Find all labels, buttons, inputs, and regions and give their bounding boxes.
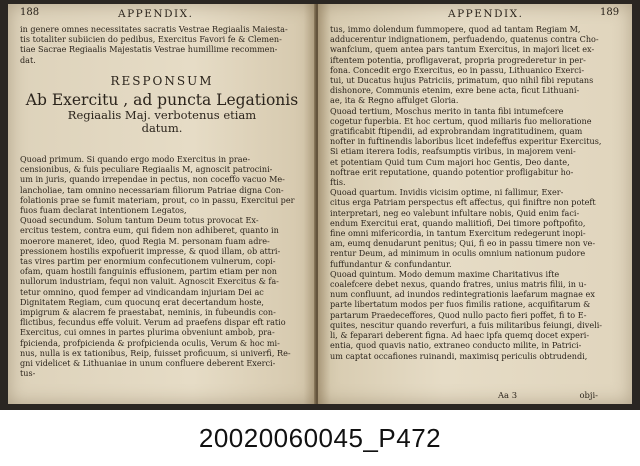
text-line: tas vires partim per enormium confecutionem vulnerum, copi-	[20, 256, 276, 267]
text-line: nofter in fuftinendis laboribus licet indefeffus experitur Exercitus,	[330, 136, 602, 147]
text-line: ofam, quam hostili fanguinis effusionem, partim etiam per non	[20, 266, 277, 277]
text-line: Dignitatem Regiam, cum quocunq erat decertandum hoste,	[20, 296, 264, 307]
text-line: cogetur fuperbia. Et hoc certum, quod miliaris fuo melioratione	[330, 115, 592, 126]
image-caption: 20020060045_P472	[0, 410, 640, 466]
text-line: tetur omnino, quod femper ad vindicandam injuriam Dei ac	[20, 286, 264, 297]
text-line: Quoad primum. Si quando ergo modo Exercitus in prae-	[20, 154, 251, 164]
text-line: noftrae erit reputatione, quando potentior profligabitur ho-	[330, 166, 574, 177]
text-line: tiae Sacrae Regiaalis Majestatis Vestrae humillime recommen-	[20, 44, 278, 55]
text-line: ercitus testem, contra eum, qui fidem non adhiberet, quanto in	[20, 225, 279, 236]
text-line: adducerentur indignationem, perfuadendo, quatenus contra Cho-	[330, 34, 599, 45]
text-line: parte libertatum modos per fuos fimilis ratione, acquifitarum &	[330, 299, 591, 310]
title-line-3: datum.	[141, 121, 183, 135]
left-page-number: 188	[20, 7, 40, 18]
text-line: fuos fuam declarat intentionem Legatos,	[20, 205, 187, 216]
text-line: pressionem hostilis expofuerit impresse, & quod illam, ob attri-	[20, 245, 281, 256]
text-line: nullorum industriam, fequi non valuit. Agnoscit Exercitus & fa-	[20, 276, 279, 287]
text-line: tus-	[20, 368, 36, 379]
text-line: ae, ita & Regno affulget Gloria.	[330, 95, 459, 106]
text-line: partarum Praedeceffores, Quod nullo pacto fieri poffet, fi to E-	[330, 309, 587, 320]
text-line: fona. Concedit ergo Exercitus, eo in passu, Lithuanico Exerci-	[330, 64, 585, 75]
text-line: citus erga Patriam perspectus eft affectus, qui finiftre non poteft	[330, 197, 596, 208]
text-line: iftentem potentia, profligaverat, propria progrederetur in per-	[330, 54, 586, 65]
signature-mark: Aa 3	[498, 390, 518, 400]
text-line: Quoad tertium, Moschus merito in tanta fibi intumefcere	[330, 105, 564, 116]
catchword: obji-	[579, 390, 598, 400]
left-running-head: APPENDIX.	[118, 8, 194, 20]
text-line: tus, immo dolendum fummopere, quod ad tantam Regiam M,	[330, 24, 581, 34]
text-line: tis totaliter subiicien do pedibus, Exercitus Favori fe & Clemen-	[20, 34, 282, 45]
text-line: Quoad quintum. Modo demum maxime Charitativus ifte	[330, 268, 560, 279]
text-line: Quoad secundum. Solum tantum Deum totus provocat Ex-	[20, 215, 259, 226]
text-line: et potentiam Quid tum Cum majori hoc Gentis, Deo dante,	[330, 156, 570, 167]
text-line: Quoad quartum. Invidis vicisim optime, ni fallimur, Exer-	[330, 187, 564, 198]
text-line: ftis.	[330, 177, 346, 188]
signature-row	[498, 390, 598, 400]
text-line: endum Exercitui erat, quando maliitiofi, Dei timore poftpofito,	[330, 217, 586, 228]
text-line: Si etiam iterera Iodis, reafsumptis viribus, in majorem veni-	[330, 146, 576, 157]
text-line: wanfcium, quem antea pars tantum Exercitus, in majori licet ex-	[330, 44, 595, 55]
text-line: am, eumq denudarunt penitus; Qui, fi eo in passu timere non ve-	[330, 238, 596, 249]
text-line: dishonore, Communis etenim, exre bene acta, ficut Lithuani-	[330, 85, 580, 96]
text-line: rentur Deum, ad minimum in oculis omnium nationum pudore	[330, 248, 586, 259]
text-line: lancholiae, tam omnino necessariam filiorum Patriae digna Con-	[20, 184, 284, 195]
text-line: num confluunt, ad inundos redintegrationis laefarum magnae ex	[330, 289, 595, 300]
text-line: fine omni mifericordia, in tantum Exercitum redegerunt inopi-	[330, 228, 586, 239]
text-line: in genere omnes necessitates sacratis Vestrae Regiaalis Maiesta-	[20, 24, 288, 34]
title-line-2: Regiaalis Maj. verbotenus etiam	[67, 108, 257, 122]
left-page	[8, 4, 316, 404]
left-intro-text	[20, 24, 310, 65]
left-body-text	[20, 154, 312, 378]
text-line: gni videlicet & Lithuaniae in unum confluere deberent Exerci-	[20, 358, 276, 369]
text-line: Exercitus, cui omnes in partes plurima obveniunt ambob, pra-	[20, 327, 275, 338]
text-line: quites, nescitur quando reverfuri, a fuis militaribus feiungi, diveli-	[330, 319, 603, 330]
text-line: flictibus, fecundus effe voluit. Verum ad praefens dispar eft ratio	[20, 317, 286, 328]
title-line-1: Ab Exercitu , ad puncta Legationis	[25, 91, 299, 109]
text-line: um captat occafiones ruinandi, maximisq periculis obtrudendi,	[330, 350, 588, 361]
text-line: fpicienda, profpicienda & profpicienda oculis, Verum & hoc mi-	[20, 337, 280, 348]
right-page	[318, 4, 632, 404]
text-line: dat.	[20, 54, 36, 65]
text-line: folationis prae se fumit materiam, prout, co in passu, Exercitui per	[20, 194, 295, 205]
section-label: RESPONSUM	[110, 74, 214, 88]
text-line: tui, ut Ducatus hujus Patriciis, primatum, quo nihil fibi reputans	[330, 75, 594, 86]
text-line: entia, quod quavis natio, extraneo conducto milite, in Patrici-	[330, 340, 582, 351]
responsum-heading	[18, 74, 306, 135]
right-body-text	[330, 24, 622, 361]
right-page-number: 189	[600, 7, 620, 18]
text-line: gratificabit ftipendii, ad exprobrandam ingratitudinem, quam	[330, 126, 583, 137]
right-running-head: APPENDIX.	[448, 8, 524, 20]
text-line: li, & feparari deberent figna. Ad haec ipfa quemq docet experi-	[330, 330, 590, 341]
text-line: censionibus, & fuis peculiare Regiaalis M, agnoscit patrocini-	[20, 164, 273, 175]
text-line: impigrum & alacrem fe praestabat, neminis, in fubeundis con-	[20, 307, 276, 318]
text-line: fuffundantur & confundantur.	[330, 258, 452, 269]
text-line: interpretari, neg eo valebunt infultare nobis, Quid enim faci-	[330, 207, 580, 218]
text-line: um in juris, quando irrependae in pectus, non coceffo vacuo Me-	[20, 174, 285, 185]
text-line: nus, nulla is ex tationibus, Reip, fuisset proficuum, si univerfi, Re-	[20, 347, 291, 358]
text-line: moerore maneret, ideo, quod Regia M. personam fuam adre-	[20, 235, 270, 246]
text-line: coalefcere debet nexus, quando fratres, unius matris filii, in u-	[330, 279, 587, 290]
